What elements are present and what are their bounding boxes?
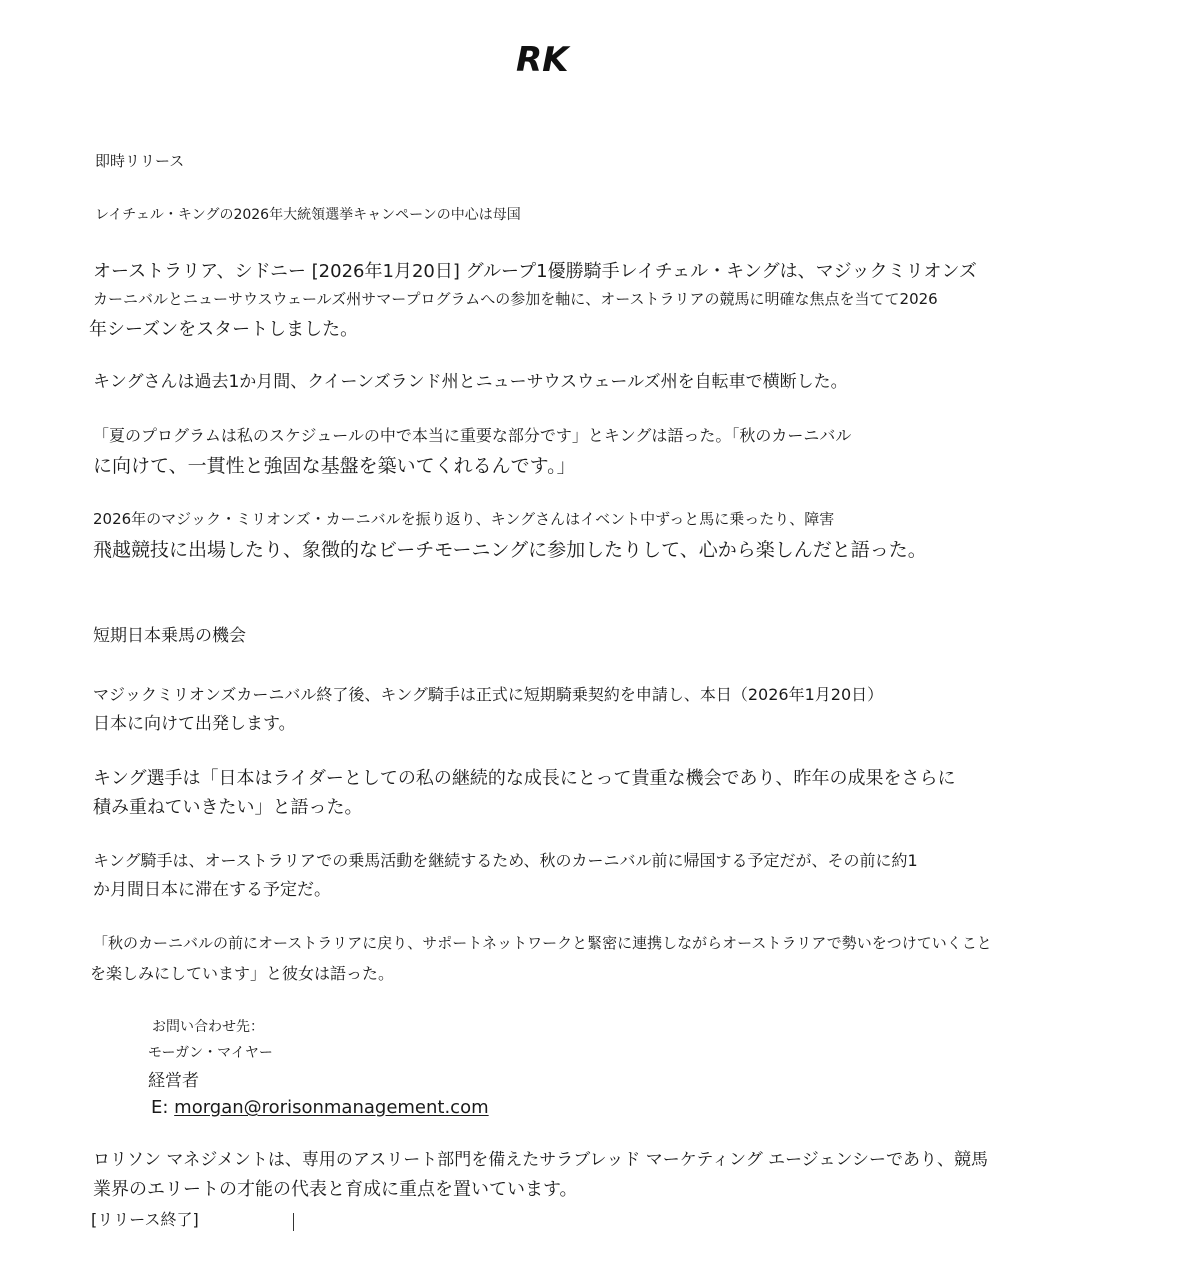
paragraph-line: を楽しみにしています」と彼女は語った。 (90, 964, 395, 983)
section-heading: 短期日本乗馬の機会 (93, 626, 246, 646)
paragraph-line: 飛越競技に出場したり、象徴的なビーチモーニングに参加したりして、心から楽しんだと語った。 (93, 539, 927, 561)
contact-title: 経営者 (148, 1071, 199, 1091)
paragraph-line: 2026年のマジック・ミリオンズ・カーニバルを振り返り、キングさんはイベント中ずっと馬に乗ったり、障害 (93, 510, 835, 528)
paragraph-line: ロリソン マネジメントは、専用のアスリート部門を備えたサラブレッド マーケティング エージェンシーであり、競馬 (93, 1150, 989, 1170)
end-of-release-marker: [リリース終了] (91, 1210, 199, 1229)
contact-email-line (151, 1099, 489, 1117)
paragraph-line: 日本に向けて出発します。 (93, 714, 296, 734)
contact-name: モーガン・マイヤー (148, 1045, 273, 1061)
paragraph-line: 業界のエリートの才能の代表と育成に重点を置いています。 (93, 1179, 578, 1200)
paragraph-line: キング騎手は、オーストラリアでの乗馬活動を継続するため、秋のカーニバル前に帰国する予定だが、その前に約1 (93, 851, 918, 870)
paragraph-line: 年シーズンをスタートしました。 (89, 319, 359, 340)
svg-text:RK: RK (516, 40, 569, 80)
paragraph-line: キング選手は「日本はライダーとしての私の継続的な成長にとって貴重な機会であり、昨年の成果をさらに (93, 768, 956, 789)
closing-bracket-mark (293, 1213, 294, 1231)
rk-monogram-logo (514, 38, 584, 80)
release-label: 即時リリース (95, 152, 185, 170)
paragraph-line: オーストラリア、シドニー [2026年1月20日] グループ1優勝騎手レイチェル・キングは、マジックミリオンズ (93, 261, 977, 282)
email-prefix: E: (151, 1097, 175, 1118)
email-link[interactable]: morgan@rorisonmanagement.com (174, 1097, 489, 1118)
paragraph-line: か月間日本に滞在する予定だ。 (93, 880, 331, 900)
headline: レイチェル・キングの2026年大統領選挙キャンペーンの中心は母国 (95, 207, 521, 223)
paragraph-line: に向けて、一貫性と強固な基盤を築いてくれるんです。」 (93, 455, 576, 477)
paragraph-line: キングさんは過去1か月間、クイーンズランド州とニューサウスウェールズ州を自転車で横断した。 (93, 372, 848, 392)
paragraph-line: カーニバルとニューサウスウェールズ州サマープログラムへの参加を軸に、オーストラリアの競馬に明確な焦点を当てて2026 (93, 290, 938, 308)
paragraph-line: マジックミリオンズカーニバル終了後、キング騎手は正式に短期騎乗契約を申請し、本日（2026年1月20日） (93, 685, 884, 704)
contact-label: お問い合わせ先： (152, 1019, 264, 1035)
paragraph-line: 「夏のプログラムは私のスケジュールの中で本当に重要な部分です」とキングは語った。「秋のカーニバル (93, 426, 852, 445)
paragraph-line: 積み重ねていきたい」と語った。 (93, 797, 363, 818)
paragraph-line: 「秋のカーニバルの前にオーストラリアに戻り、サポートネットワークと緊密に連携しながらオーストラリアで勢いをつけていくこと (93, 934, 992, 952)
